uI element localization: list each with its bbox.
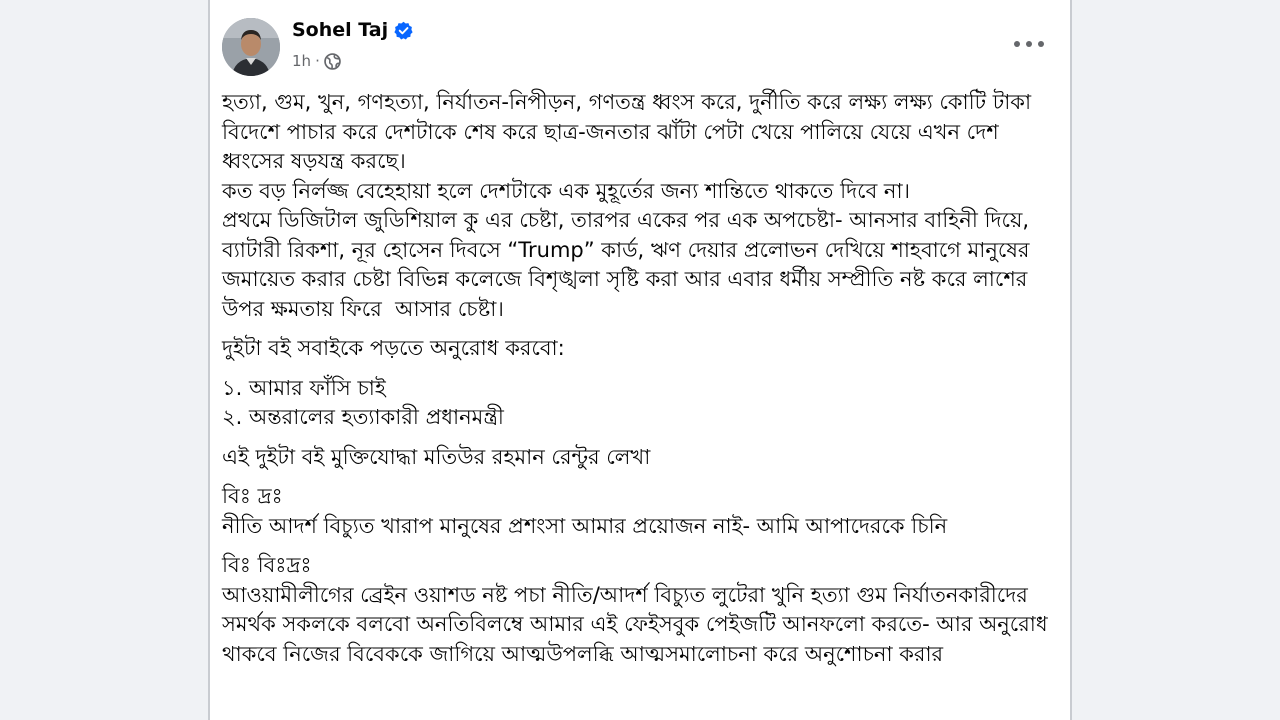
post-paragraph: বিঃ বিঃদ্রঃ আওয়ামীলীগের ব্রেইন ওয়াশড নষ্ট পচা নীতি/আদর্শ বিচ্যুত লুটেরা খুনি হত্যা গুম নির্যাতনকারীদের সমর্থক সকলকে বলবো অনতিবিলম্বে আমার এই ফেইসবুক পেইজটি আনফলো করতে- আর অনুরোধ থাকবে নিজের বিবেককে জাগিয়ে আত্মউপলব্ধি আত্মসমালোচনা করে অনুশোচনা করার xyxy=(222,553,1048,666)
post-meta xyxy=(292,52,341,70)
post-header xyxy=(210,0,1070,84)
post-paragraph: দুইটা বই সবাইকে পড়তে অনুরোধ করবো: xyxy=(222,336,565,360)
post-body xyxy=(222,88,1058,679)
author-name[interactable] xyxy=(292,19,413,41)
author-name-text[interactable]: Sohel Taj xyxy=(292,19,389,41)
dot xyxy=(1038,41,1044,47)
author-avatar[interactable] xyxy=(222,18,280,76)
post-card xyxy=(208,0,1072,720)
globe-icon[interactable] xyxy=(324,53,341,70)
avatar-photo xyxy=(222,18,280,76)
verified-badge-icon xyxy=(394,21,413,40)
post-paragraph: হত্যা, গুম, খুন, গণহত্যা, নির্যাতন-নিপীড়ন, গণতন্ত্র ধ্বংস করে, দুর্নীতি করে লক্ষ্য লক্ষ্য কোটি টাকা বিদেশে পাচার করে দেশটাকে শেষ করে ছাত্র-জনতার ঝাঁটা পেটা খেয়ে পালিয়ে যেয়ে এখন দেশ ধ্বংসের ষড়যন্ত্র করছে। কত বড় নির্লজ্জ বেহেহায়া হলে দেশটাকে এক মুহূর্তের জন্য শান্তিতে থাকতে দিবে না। প্রথমে ডিজিটাল জুডিশিয়াল কু এর চেষ্টা, তারপর একের পর এক অপচেষ্টা- আনসার বাহিনী দিয়ে, ব্যাটারী রিকশা, নূর হোসেন দিবসে “Trump” কার্ড, ঋণ দেয়ার প্রলোভন দেখিয়ে শাহবাগে মানুষের জমায়েত করার চেষ্টা বিভিন্ন কলেজে বিশৃঙ্খলা সৃষ্টি করা আর এবার ধর্মীয় সম্প্রীতি নষ্ট করে লাশের উপর ক্ষমতায় ফিরে আসার চেষ্টা। xyxy=(222,90,1032,321)
post-paragraph: ১. আমার ফাঁসি চাই ২. অন্তরালের হত্যাকারী প্রধানমন্ত্রী xyxy=(222,375,504,429)
more-options-icon[interactable] xyxy=(1014,34,1044,54)
post-time[interactable]: 1h xyxy=(292,52,312,70)
post-paragraph: বিঃ দ্রঃ নীতি আদর্শ বিচ্যুত খারাপ মানুষের প্রশংসা আমার প্রয়োজন নাই- আমি আপাদেরকে চিনি xyxy=(222,484,948,538)
post-paragraph: এই দুইটা বই মুক্তিযোদ্ধা মতিউর রহমান রেন্টুর লেখা xyxy=(222,444,651,469)
meta-separator: · xyxy=(315,52,320,70)
dot xyxy=(1026,41,1032,47)
dot xyxy=(1014,41,1020,47)
